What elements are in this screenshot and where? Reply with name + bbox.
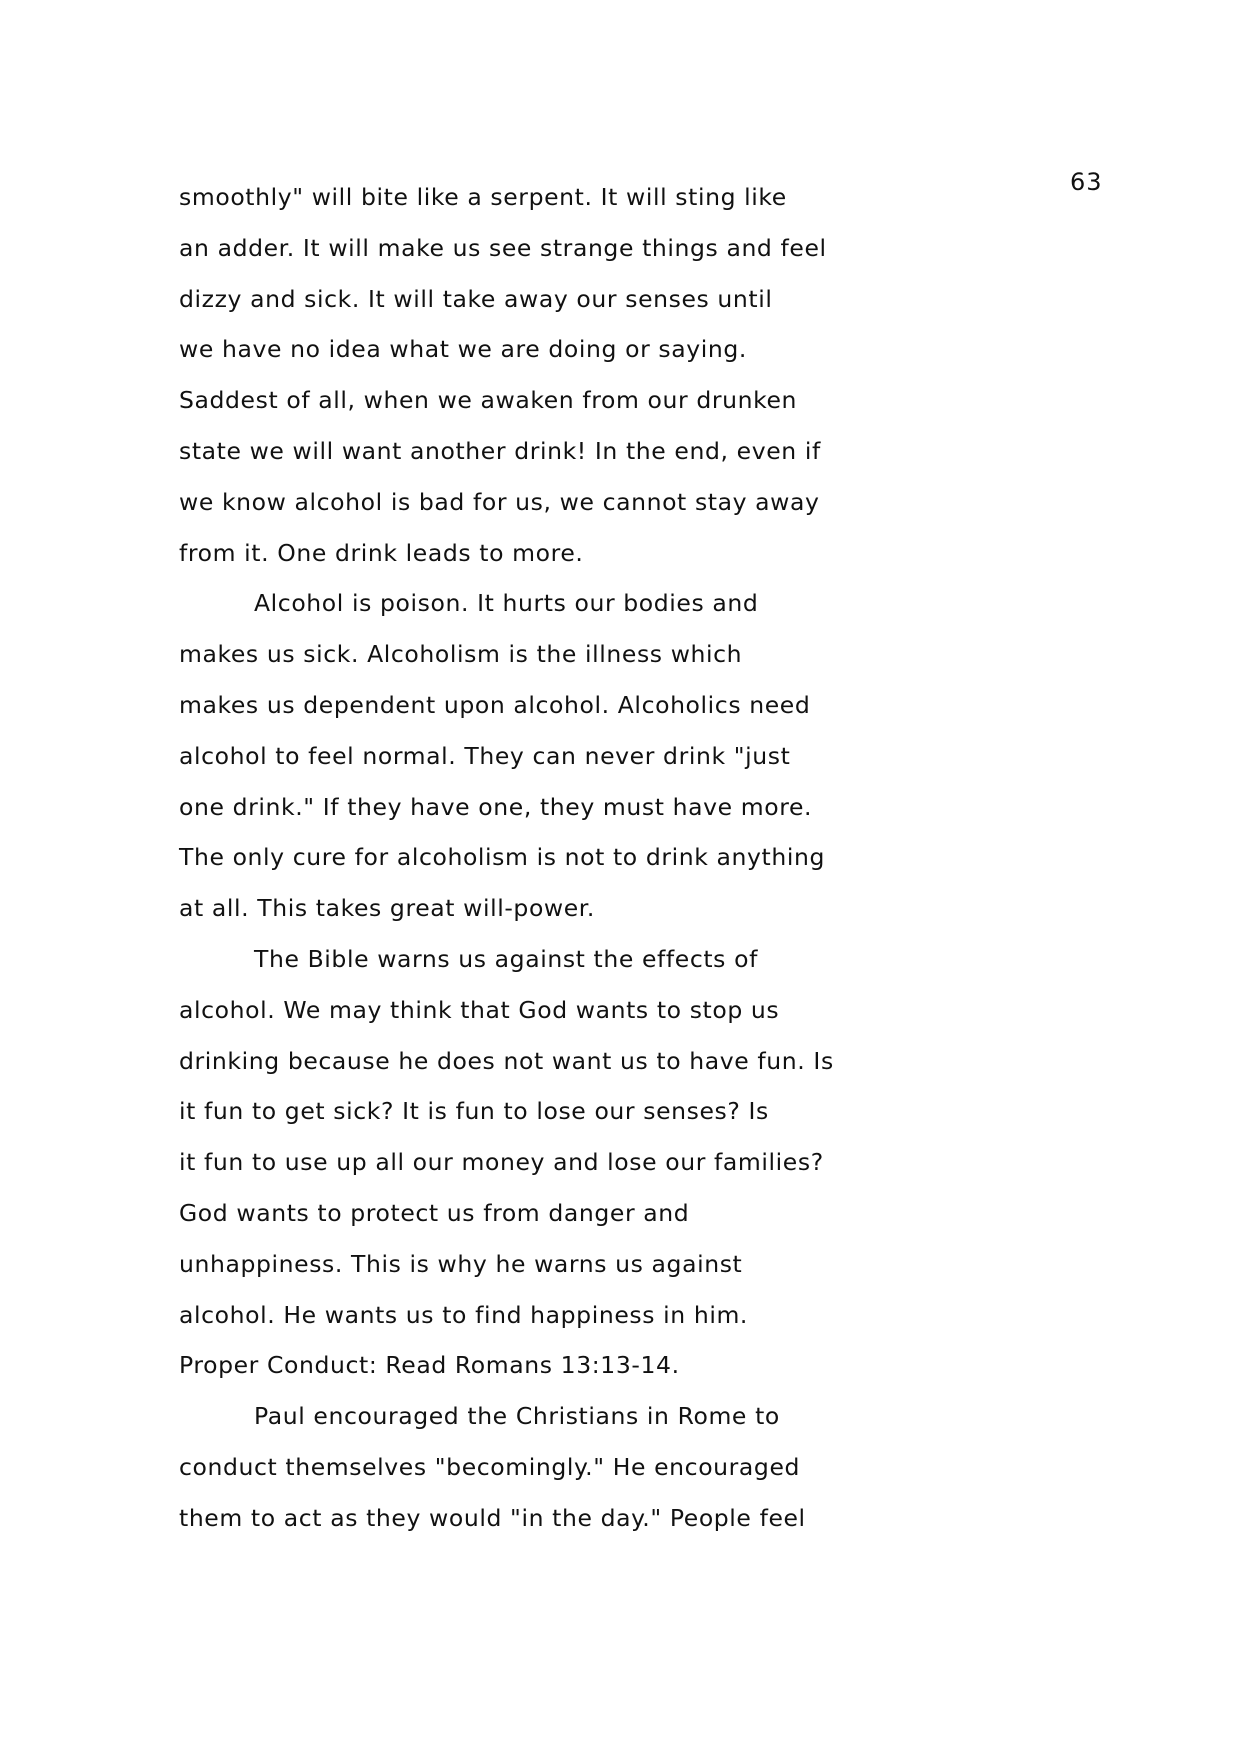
paragraph-first-line: Paul encouraged the Christians in Rome to: [254, 1402, 780, 1431]
text-line: dizzy and sick. It will take away our senses until: [179, 284, 773, 313]
text-line: alcohol to feel normal. They can never drink "just: [179, 741, 791, 770]
text-line: from it. One drink leads to more.: [179, 538, 584, 567]
text-line: it fun to use up all our money and lose our families?: [179, 1148, 824, 1177]
text-line: The only cure for alcoholism is not to drink anything: [179, 843, 825, 872]
text-line: we have no idea what we are doing or saying.: [179, 335, 747, 364]
section-heading: Proper Conduct: Read Romans 13:13-14.: [179, 1351, 680, 1380]
text-line: drinking because he does not want us to have fun. Is: [179, 1046, 834, 1075]
page-number: 63: [1070, 168, 1103, 196]
text-line: makes us sick. Alcoholism is the illness which: [179, 640, 743, 669]
text-line: it fun to get sick? It is fun to lose our senses? Is: [179, 1097, 769, 1126]
text-line: alcohol. He wants us to find happiness in him.: [179, 1300, 749, 1329]
text-line: conduct themselves "becomingly." He encouraged: [179, 1452, 801, 1481]
paragraph-first-line: The Bible warns us against the effects of: [254, 944, 758, 973]
text-line: makes us dependent upon alcohol. Alcoholics need: [179, 690, 811, 719]
text-line: God wants to protect us from danger and: [179, 1198, 690, 1227]
text-line: at all. This takes great will-power.: [179, 894, 595, 923]
text-line: we know alcohol is bad for us, we cannot stay away: [179, 487, 820, 516]
text-line: unhappiness. This is why he warns us against: [179, 1249, 743, 1278]
text-line: them to act as they would "in the day." People feel: [179, 1503, 806, 1532]
text-line: state we will want another drink! In the end, even if: [179, 436, 821, 465]
text-line: smoothly" will bite like a serpent. It will sting like: [179, 183, 787, 211]
text-line: an adder. It will make us see strange things and feel: [179, 233, 827, 262]
paragraph-first-line: Alcohol is poison. It hurts our bodies and: [254, 589, 759, 618]
text-line: Saddest of all, when we awaken from our drunken: [179, 386, 798, 415]
text-line: alcohol. We may think that God wants to stop us: [179, 995, 780, 1024]
text-line: one drink." If they have one, they must have more.: [179, 792, 813, 821]
body-text: [179, 172, 834, 1544]
